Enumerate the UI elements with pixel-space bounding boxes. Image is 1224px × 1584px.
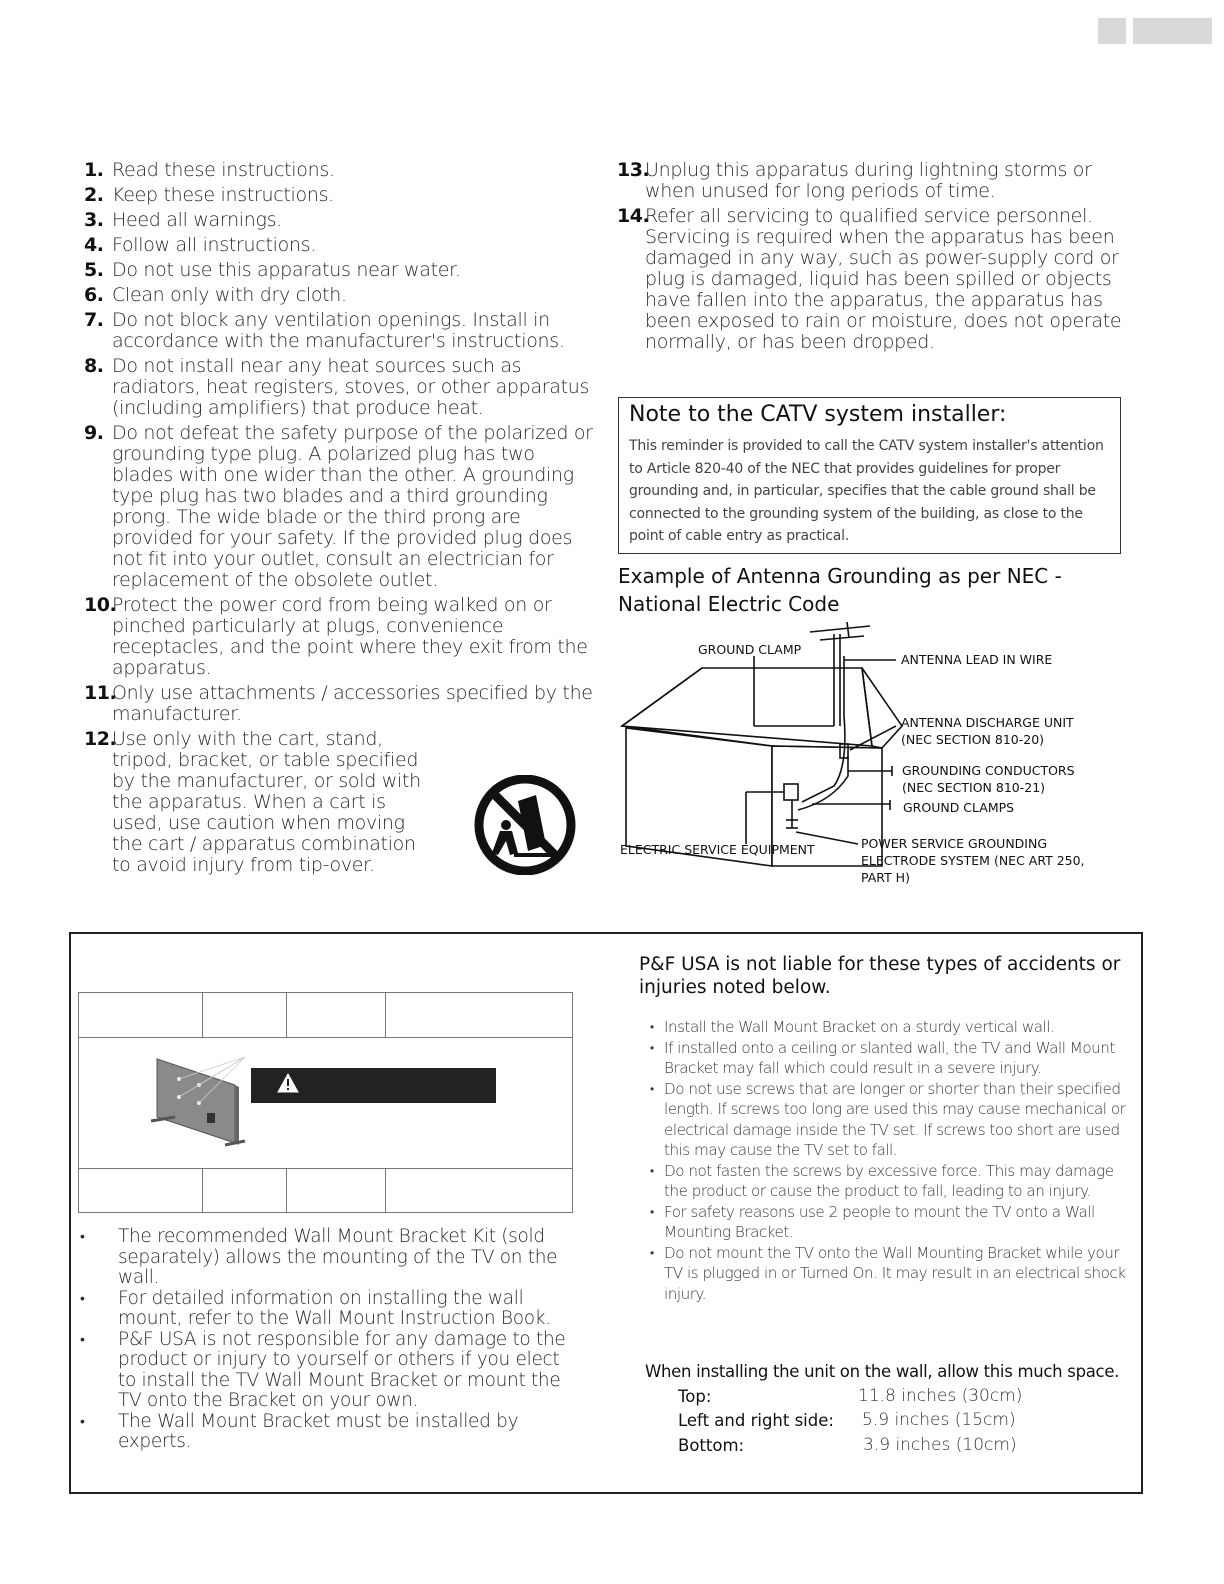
table-divider [202,1168,203,1212]
list-item: • Do not mount the TV onto the Wall Mounting Bracket while your TV is plugged in or Turned On. It may result in an electrical shock injury. [650,1243,1128,1305]
tv-back-illustration [145,1051,255,1147]
list-item: • Install the Wall Mount Bracket on a sturdy vertical wall. [650,1017,1128,1038]
list-item: 2. Keep these instructions. [84,184,334,206]
table-divider [385,993,386,1037]
list-item: 4. Follow all instructions. [84,234,316,256]
label-power-service-3: PART H) [861,870,910,885]
list-item: 12. Use only with the cart, stand, tripod, bracket, or table specified by the manufacturer, or sold with the apparatus. When a cart is used, use caution when moving the cart / apparatus combination to avoid injury from tip-over. [84,728,421,876]
label-discharge-section: (NEC SECTION 810-20) [901,732,1045,747]
list-item: 8. Do not install near any heat sources such as radiators, heat registers, stoves, or other apparatus (including amplifiers) that produce heat. [84,355,590,419]
list-item: • P&F USA is not responsible for any damage to the product or injury to yourself or others if you elect to install the TV Wall Mount Bracket or mount the TV onto the Bracket on your own. [78,1330,578,1412]
label-ground-clamps: GROUND CLAMPS [903,800,1015,815]
label-power-service-1: POWER SERVICE GROUNDING [861,836,1048,851]
wall-mount-specs-table [78,992,573,1213]
list-item: 14. Refer all servicing to qualified service personnel. Servicing is required when the apparatus has been damaged in any way, such as power-supply cord or plug is damaged, liquid has been spilled or objects have fallen into the apparatus, the apparatus has been exposed to rain or moisture, does not operate normally, or has been dropped. [617,205,1122,353]
list-item: • Do not fasten the screws by excessive force. This may damage the product or cause the product to fall, leading to an injury. [650,1161,1128,1202]
list-item: • For safety reasons use 2 people to mount the TV onto a Wall Mounting Bracket. [650,1202,1128,1243]
table-divider [79,1168,572,1169]
label-electric-service: ELECTRIC SERVICE EQUIPMENT [620,842,815,857]
clearance-top-value: 11.8 inches (30cm) [858,1386,1023,1406]
safety-instructions-list-continued [617,160,1132,357]
list-item: • If installed onto a ceiling or slanted wall, the TV and Wall Mount Bracket may fall which could result in a severe injury. [650,1038,1128,1079]
catv-note-title: Note to the CATV system installer: [629,402,1007,427]
table-divider [286,993,287,1037]
warning-triangle-icon [277,1073,299,1093]
list-item: 6. Clean only with dry cloth. [84,284,347,306]
catv-installer-note [618,397,1121,554]
table-divider [202,993,203,1037]
table-divider [79,1037,572,1038]
list-item: 5. Do not use this apparatus near water. [84,259,461,281]
liability-title: P&F USA is not liable for these types of accidents or injuries noted below. [639,954,1121,998]
table-divider [286,1168,287,1212]
list-item: 9. Do not defeat the safety purpose of the polarized or grounding type plug. A polarized plug has two blades with one wider than the other. A grounding type plug has two blades and a third grounding prong. The wide blade or the third prong are provided for your safety. If the provided plug does not fit into your outlet, consult an electrician for replacement of the obsolete outlet. [84,422,593,591]
list-item: 10. Protect the power cord from being walked on or pinched particularly at plugs, convenience receptacles, and the point where they exit from the apparatus. [84,594,588,679]
wall-mount-notes [78,1227,578,1453]
list-item: 13. Unplug this apparatus during lightning storms or when unused for long periods of time. [617,159,1092,202]
label-grounding-conductors: GROUNDING CONDUCTORS [902,763,1075,778]
antenna-grounding-diagram [612,616,1152,898]
list-item: 7. Do not block any ventilation openings. Install in accordance with the manufacturer's instructions. [84,309,565,352]
clearance-top-label: Top: [678,1387,712,1406]
clearance-title: When installing the unit on the wall, allow this much space. [645,1362,1120,1381]
list-item: • For detailed information on installing the wall mount, refer to the Wall Mount Instruction Book. [78,1289,578,1330]
antenna-grounding-title: Example of Antenna Grounding as per NEC - National Electric Code [618,564,1062,616]
clearance-bottom-value: 3.9 inches (10cm) [863,1435,1017,1455]
label-ground-clamp: GROUND CLAMP [698,642,802,657]
list-item: 11. Only use attachments / accessories specified by the manufacturer. [84,682,593,725]
label-power-service-2: ELECTRODE SYSTEM (NEC ART 250, [861,853,1085,868]
list-item: 1. Read these instructions. [84,159,335,181]
clearance-side-label: Left and right side: [678,1411,834,1430]
cart-tip-over-warning-icon [470,775,580,875]
list-item: • The Wall Mount Bracket must be installed by experts. [78,1412,578,1453]
liability-list [650,1017,1128,1304]
header-tab-marker [1098,18,1126,44]
table-divider [385,1168,386,1212]
label-discharge-unit: ANTENNA DISCHARGE UNIT [901,715,1074,730]
clearance-bottom-label: Bottom: [678,1436,745,1455]
clearance-side-value: 5.9 inches (15cm) [862,1410,1016,1430]
catv-note-body: This reminder is provided to call the CATV system installer's attention to Article 820-40 of the NEC that provides guidelines for proper grounding and, in particular, specifies that the cable ground shall be connected to the grounding system of the building, as close to the point of cable entry as practical. [629,438,1104,544]
label-conductors-section: (NEC SECTION 810-21) [902,780,1046,795]
list-item: 3. Heed all warnings. [84,209,282,231]
list-item: • Do not use screws that are longer or shorter than their specified length. If screws too long are used this may cause mechanical or electrical damage inside the TV set. If screws too short are used this may cause the TV set to fall. [650,1079,1128,1161]
label-antenna-lead-in: ANTENNA LEAD IN WIRE [901,652,1053,667]
safety-instructions-list [84,160,599,880]
list-item: • The recommended Wall Mount Bracket Kit (sold separately) allows the mounting of the TV on the wall. [78,1227,578,1289]
header-tab-language [1133,18,1212,44]
warning-banner [251,1068,496,1103]
